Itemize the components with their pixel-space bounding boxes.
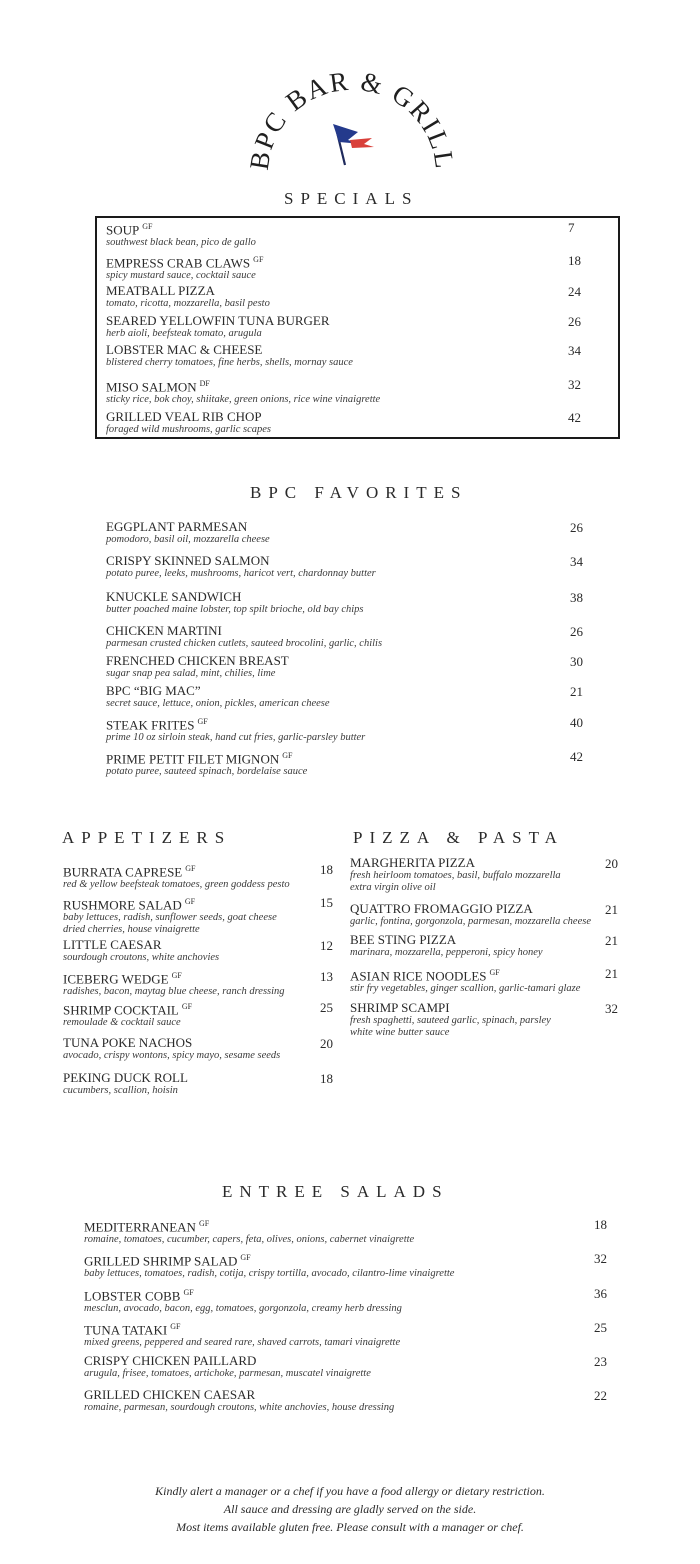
item-description: pomodoro, basil oil, mozzarella cheese: [106, 534, 270, 545]
item-description: radishes, bacon, maytag blue cheese, ranch dressing: [63, 986, 285, 998]
item-price: 18: [320, 1071, 333, 1086]
item-name: [350, 1001, 551, 1015]
item-price: 32: [594, 1251, 607, 1266]
item-description: herb aioli, beefsteak tomato, arugula: [106, 328, 262, 339]
item-name-text: MEATBALL PIZZA: [106, 283, 215, 298]
menu-item: [84, 1251, 454, 1280]
item-name-text: ICEBERG WEDGE: [63, 971, 169, 987]
item-name-text: EMPRESS CRAB CLAWS: [106, 255, 251, 271]
notice-line-1: Kindly alert a manager or a chef if you have a food allergy or dietary restriction.: [155, 1484, 545, 1498]
item-price: 7: [568, 220, 575, 235]
menu-item: [106, 684, 330, 710]
logo-text: BPC BAR & GRILL: [243, 65, 460, 172]
notice-line-3: Most items available gluten free. Please consult with a manager or chef.: [176, 1520, 524, 1534]
item-name: [106, 520, 270, 534]
item-description: romaine, parmesan, sourdough croutons, white anchovies, house dressing: [84, 1402, 395, 1413]
item-price: 36: [594, 1286, 607, 1301]
item-name-text: MISO SALMON: [106, 379, 197, 395]
item-name: [63, 1071, 188, 1085]
salads-heading: ENTREE SALADS: [222, 1182, 449, 1201]
item-name-text: SHRIMP SCAMPI: [350, 1000, 450, 1015]
item-name-text: MARGHERITA PIZZA: [350, 855, 475, 870]
item-description: secret sauce, lettuce, onion, pickles, american cheese: [106, 698, 330, 709]
item-price: 20: [605, 856, 618, 871]
item-name-text: CRISPY SKINNED SALMON: [106, 553, 270, 568]
item-name: [350, 933, 543, 947]
item-description: remoulade & cocktail sauce: [63, 1017, 181, 1029]
item-name: [106, 314, 330, 328]
dietary-tag: GF: [240, 1253, 251, 1262]
appetizers-heading: APPETIZERS: [62, 828, 232, 847]
item-name: [84, 1217, 414, 1234]
item-description-cont: white wine butter sauce: [350, 1027, 450, 1038]
item-description: sugar snap pea salad, mint, chilies, lime: [106, 668, 276, 679]
menu-item: [106, 253, 263, 282]
menu-item: [84, 1217, 414, 1246]
menu-item: [84, 1286, 402, 1315]
item-price: 23: [594, 1354, 607, 1369]
menu-item: [106, 715, 365, 744]
item-price: 25: [320, 1000, 333, 1015]
item-name: [63, 969, 285, 986]
pizza-pasta-heading: PIZZA & PASTA: [353, 828, 564, 847]
item-price: 13: [320, 969, 333, 984]
item-name: [63, 895, 277, 912]
item-description: mixed greens, peppered and seared rare, shaved carrots, tamari vinaigrette: [84, 1337, 401, 1349]
item-name: [106, 654, 289, 668]
item-name: [106, 284, 270, 298]
item-price: 32: [605, 1001, 618, 1016]
notice-line-2: All sauce and dressing are gladly served on the side.: [223, 1502, 477, 1516]
item-name-text: STEAK FRITES: [106, 717, 195, 733]
item-description: spicy mustard sauce, cocktail sauce: [106, 270, 256, 282]
item-name: [63, 862, 290, 879]
item-name: [106, 590, 364, 604]
specials-heading: SPECIALS: [284, 189, 419, 208]
dietary-tag: DF: [199, 379, 210, 388]
item-description: cucumbers, scallion, hoisin: [63, 1085, 178, 1096]
item-name: [63, 938, 219, 952]
menu-item: [106, 590, 364, 616]
menu-item: [63, 862, 290, 891]
item-name-text: GRILLED VEAL RIB CHOP: [106, 409, 262, 424]
item-description: blistered cherry tomatoes, fine herbs, shells, mornay sauce: [106, 357, 353, 368]
item-name-text: GRILLED SHRIMP SALAD: [84, 1253, 238, 1269]
item-name-text: CRISPY CHICKEN PAILLARD: [84, 1353, 257, 1368]
item-name-text: SEARED YELLOWFIN TUNA BURGER: [106, 313, 330, 328]
dietary-tag: GF: [184, 897, 196, 906]
item-description: potato puree, leeks, mushrooms, haricot vert, chardonnay butter: [106, 568, 376, 579]
item-description: tomato, ricotta, mozzarella, basil pesto: [106, 298, 270, 309]
item-name: [106, 220, 256, 237]
menu-item: [63, 1000, 192, 1029]
item-description: southwest black bean, pico de gallo: [106, 237, 256, 249]
item-description: parmesan crusted chicken cutlets, sauteed brocolini, garlic, chilis: [106, 638, 383, 649]
item-price: 18: [320, 862, 333, 877]
item-name: [106, 749, 307, 766]
item-name-text: ASIAN RICE NOODLES: [350, 968, 487, 984]
item-description: sticky rice, bok choy, shiitake, green onions, rice wine vinaigrette: [106, 394, 381, 406]
item-description: romaine, tomatoes, cucumber, capers, feta, olives, onions, cabernet vinaigrette: [84, 1234, 415, 1246]
item-price: 26: [570, 520, 583, 535]
menu-item: [63, 938, 219, 964]
dietary-tag: GF: [142, 222, 153, 231]
item-description: red & yellow beefsteak tomatoes, green goddess pesto: [63, 879, 290, 891]
menu-item: [63, 895, 277, 936]
restaurant-logo: [240, 62, 460, 192]
item-name: [350, 902, 591, 916]
item-description-cont: extra virgin olive oil: [350, 882, 436, 893]
item-name-text: BPC “BIG MAC”: [106, 683, 201, 698]
menu-item: [63, 969, 285, 998]
item-price: 25: [594, 1320, 607, 1335]
item-name-text: BEE STING PIZZA: [350, 932, 457, 947]
item-description: arugula, frisee, tomatoes, artichoke, parmesan, muscatel vinaigrette: [84, 1368, 371, 1379]
item-price: 21: [605, 966, 618, 981]
menu-item: [63, 1071, 188, 1097]
item-description: foraged wild mushrooms, garlic scapes: [106, 424, 271, 435]
item-name-text: MEDITERRANEAN: [84, 1219, 196, 1235]
menu-item: [63, 1036, 280, 1062]
flag-icon: [333, 124, 374, 165]
menu-item: [106, 220, 256, 249]
item-price: 22: [594, 1388, 607, 1403]
menu-item: [106, 654, 289, 680]
menu-item: [350, 966, 580, 995]
menu-item: [106, 554, 376, 580]
item-price: 15: [320, 895, 333, 910]
item-name: [84, 1320, 400, 1337]
menu-item: [84, 1388, 394, 1414]
item-price: 26: [570, 624, 583, 639]
item-name-text: GRILLED CHICKEN CAESAR: [84, 1387, 256, 1402]
item-name-text: RUSHMORE SALAD: [63, 897, 182, 913]
item-price: 21: [605, 933, 618, 948]
item-name: [106, 343, 353, 357]
menu-item: [84, 1320, 400, 1349]
dietary-tag: GF: [185, 864, 196, 873]
menu-item: [106, 410, 271, 436]
item-name: [84, 1354, 371, 1368]
item-description: fresh heirloom tomatoes, basil, buffalo mozzarella: [350, 870, 561, 881]
item-name-text: LITTLE CAESAR: [63, 937, 162, 952]
item-description: prime 10 oz sirloin steak, hand cut fries, garlic-parsley butter: [106, 732, 366, 744]
item-description: sourdough croutons, white anchovies: [63, 952, 220, 963]
item-description: fresh spaghetti, sauteed garlic, spinach, parsley: [350, 1015, 551, 1026]
item-price: 18: [594, 1217, 607, 1232]
item-description: butter poached maine lobster, top spilt brioche, old bay chips: [106, 604, 364, 615]
dietary-tag: GF: [253, 255, 264, 264]
item-name-text: LOBSTER MAC & CHEESE: [106, 342, 263, 357]
item-price: 42: [570, 749, 583, 764]
item-description: stir fry vegetables, ginger scallion, garlic-tamari glaze: [350, 983, 581, 995]
item-price: 12: [320, 938, 333, 953]
item-price: 30: [570, 654, 583, 669]
item-name: [63, 1000, 192, 1017]
item-name-text: SOUP: [106, 222, 140, 238]
item-price: 21: [570, 684, 583, 699]
item-price: 34: [568, 343, 581, 358]
item-price: 20: [320, 1036, 333, 1051]
menu-item: [106, 520, 270, 546]
item-description: garlic, fontina, gorgonzola, parmesan, mozzarella cheese: [350, 916, 591, 927]
item-price: 40: [570, 715, 583, 730]
menu-item: [350, 856, 561, 894]
allergy-notice: [0, 1482, 700, 1536]
menu-item: [106, 284, 270, 310]
item-name-text: KNUCKLE SANDWICH: [106, 589, 242, 604]
item-price: 38: [570, 590, 583, 605]
menu-item: [106, 624, 382, 650]
dietary-tag: GF: [197, 717, 208, 726]
item-name-text: TUNA POKE NACHOS: [63, 1035, 193, 1050]
item-price: 42: [568, 410, 581, 425]
dietary-tag: GF: [170, 1322, 181, 1331]
item-description: baby lettuces, radish, sunflower seeds, goat cheese: [63, 912, 277, 924]
item-name: [106, 253, 263, 270]
dietary-tag: GF: [489, 968, 500, 977]
item-description: marinara, mozzarella, pepperoni, spicy honey: [350, 947, 543, 958]
item-name: [63, 1036, 280, 1050]
dietary-tag: GF: [198, 1219, 210, 1228]
item-name: [106, 684, 330, 698]
item-name-text: TUNA TATAKI: [84, 1322, 168, 1338]
item-name: [106, 715, 365, 732]
item-name-text: LOBSTER COBB: [84, 1288, 181, 1304]
item-description: potato puree, sauteed spinach, bordelaise sauce: [106, 766, 308, 778]
dietary-tag: GF: [282, 751, 293, 760]
item-name: [106, 624, 382, 638]
item-price: 34: [570, 554, 583, 569]
item-name-text: CHICKEN MARTINI: [106, 623, 222, 638]
item-name: [84, 1286, 402, 1303]
item-price: 26: [568, 314, 581, 329]
item-name-text: BURRATA CAPRESE: [63, 864, 183, 880]
item-name-text: PRIME PETIT FILET MIGNON: [106, 751, 280, 767]
dietary-tag: GF: [171, 971, 182, 980]
item-description: baby lettuces, tomatoes, radish, cotija, crispy tortilla, avocado, cilantro-lime vinaigrette: [84, 1268, 455, 1280]
item-description: mesclun, avocado, bacon, egg, tomatoes, gorgonzola, creamy herb dressing: [84, 1303, 402, 1315]
menu-item: [106, 314, 330, 340]
item-description: avocado, crispy wontons, spicy mayo, sesame seeds: [63, 1050, 281, 1061]
item-name: [106, 554, 376, 568]
item-name: [350, 856, 561, 870]
item-name: [350, 966, 580, 983]
item-name-text: SHRIMP COCKTAIL: [63, 1002, 179, 1018]
menu-item: [106, 377, 380, 406]
menu-item: [350, 933, 543, 959]
favorites-heading: BPC FAVORITES: [250, 483, 468, 502]
item-name: [106, 410, 271, 424]
item-name: [84, 1251, 454, 1268]
menu-item: [350, 1001, 551, 1039]
item-name-text: FRENCHED CHICKEN BREAST: [106, 653, 289, 668]
menu-item: [106, 343, 353, 369]
menu-item: [106, 749, 307, 778]
menu-item: [350, 902, 591, 928]
item-name-text: PEKING DUCK ROLL: [63, 1070, 188, 1085]
item-price: 21: [605, 902, 618, 917]
menu-item: [84, 1354, 371, 1380]
item-name: [84, 1388, 394, 1402]
item-description-cont: dried cherries, house vinaigrette: [63, 924, 200, 936]
item-price: 32: [568, 377, 581, 392]
item-price: 24: [568, 284, 581, 299]
item-price: 18: [568, 253, 581, 268]
item-name: [106, 377, 380, 394]
dietary-tag: GF: [183, 1288, 194, 1297]
dietary-tag: GF: [181, 1002, 193, 1011]
item-name-text: QUATTRO FROMAGGIO PIZZA: [350, 901, 533, 916]
item-name-text: EGGPLANT PARMESAN: [106, 519, 248, 534]
